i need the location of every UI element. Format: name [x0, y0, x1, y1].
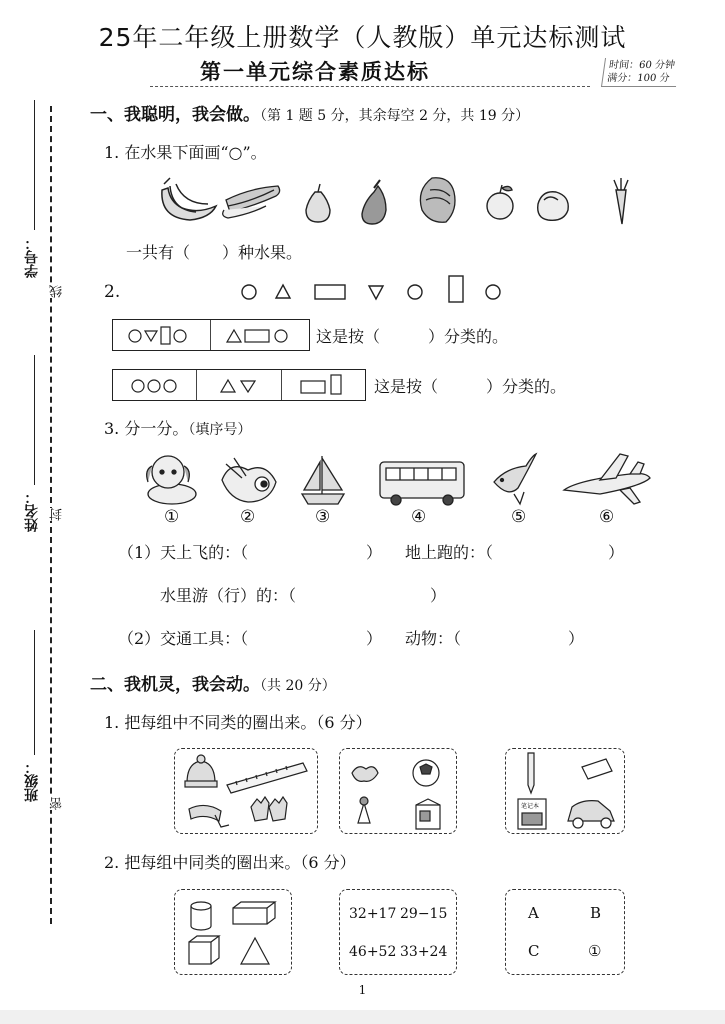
banana-icon [162, 178, 216, 220]
tall-rectangle-shape [449, 276, 463, 302]
class-label: 班级： [24, 760, 40, 802]
rectangle-shape [315, 285, 345, 299]
q2-shape-row [235, 274, 515, 306]
milk-carton-icon [416, 799, 440, 829]
q3-pictures [130, 450, 670, 508]
section1-title: 一、我聪明，我会做。 [90, 105, 260, 125]
q3-label-4: ④ [411, 507, 427, 527]
q3-prompt [104, 416, 251, 439]
item-a: A [528, 904, 539, 922]
expr-2: 29−15 [400, 906, 448, 922]
q3-transport-label: （2）交通工具：（ [118, 629, 249, 648]
item-b: B [590, 904, 602, 922]
q3-transport-close: ） [366, 629, 383, 648]
cabbage-icon [420, 178, 455, 222]
q3-animal-label: 动物：（ [405, 629, 462, 648]
bird-icon [222, 458, 276, 502]
s2-q1-group1[interactable] [174, 748, 318, 834]
scarf-icon [189, 805, 229, 827]
gloves-icon [251, 797, 287, 821]
q2-row1-cell1 [113, 320, 211, 350]
fish-icon [494, 454, 536, 504]
inverted-triangle-shape [369, 286, 383, 299]
cuboid-icon [233, 902, 275, 924]
ruler-icon [227, 763, 307, 793]
q2-row2-cell1 [113, 370, 197, 400]
subtitle-underline [150, 86, 590, 87]
q3-note: （填序号） [188, 422, 252, 438]
s2-q1-group3[interactable] [505, 748, 625, 834]
q3-prompt-text: 3. 分一分。 [104, 419, 189, 438]
s2-q1-prompt: 1. 把每组中不同类的圈出来。（6 分） [104, 713, 372, 732]
hat-icon [185, 755, 217, 787]
cut-mark-secret: 密 [50, 797, 65, 810]
section2-title: 二、我机灵，我会动。 [90, 675, 260, 695]
q3-run-label: 地上跑的：（ [405, 543, 494, 562]
item-circled-1: ① [588, 942, 602, 960]
q2-row1-cell2 [211, 320, 308, 350]
cut-mark-seal: 封 [50, 508, 65, 521]
expr-3: 46+52 [349, 944, 397, 960]
q1-answer-line: 一共有（ ）种水果。 [126, 243, 303, 262]
q2-row2-cell2 [197, 370, 281, 400]
circle-shape [486, 285, 500, 299]
shuttlecock-icon [358, 797, 370, 823]
airplane-icon [564, 454, 650, 504]
q2-number: 2. [104, 282, 121, 302]
s2-q1-group2[interactable] [339, 748, 457, 834]
q3-swim-label: 水里游（行）的：（ [160, 586, 297, 605]
q2-row1-text: 这是按（ ）分类的。 [316, 327, 509, 346]
gloves-icon [352, 767, 378, 782]
soccer-ball-icon [413, 760, 439, 786]
class-field[interactable] [34, 630, 35, 755]
section1-heading [90, 100, 529, 125]
sailboat-icon [302, 456, 344, 504]
exam-time: 时间：60 分钟 [608, 60, 676, 71]
pear-icon [306, 184, 330, 222]
eraser-icon [582, 759, 612, 779]
s2-q2-group2[interactable] [339, 889, 457, 975]
peach-icon [538, 192, 569, 221]
q1-prompt: 1. 在水果下面画“○”。 [104, 143, 267, 162]
q3-label-2: ② [240, 507, 256, 527]
s2-q2-group1[interactable] [174, 889, 292, 975]
q3-run-close: ） [608, 543, 625, 562]
apple-icon [487, 185, 513, 219]
q1-pictures [150, 170, 650, 228]
pencil-icon [528, 753, 534, 793]
q3-label-1: ① [164, 507, 180, 527]
expr-1: 32+17 [349, 906, 397, 922]
cube-icon [189, 936, 219, 964]
page-subtitle: 第一单元综合素质达标 [200, 59, 430, 84]
triangle-shape [276, 285, 290, 298]
section2-note: （共 20 分） [260, 678, 336, 694]
corn-icon [223, 186, 280, 218]
triangle-icon [241, 938, 269, 964]
q2-row2-box [112, 369, 366, 401]
dog-icon [147, 456, 196, 504]
bus-icon [380, 462, 464, 505]
car-icon [568, 801, 614, 828]
eggplant-icon [362, 180, 386, 224]
circle-shape [242, 285, 256, 299]
student-id-field[interactable] [34, 100, 35, 230]
q3-label-5: ⑤ [511, 507, 527, 527]
circle-shape [408, 285, 422, 299]
page-title: 25年二年级上册数学（人教版）单元达标测试 [98, 23, 627, 52]
q2-row2-cell3 [282, 370, 365, 400]
s2-q2-group3[interactable] [505, 889, 625, 975]
exam-meta [601, 58, 680, 87]
section2-heading [90, 670, 336, 695]
q3-animal-close: ） [568, 629, 585, 648]
page-number: 1 [358, 983, 367, 997]
q2-row2-text: 这是按（ ）分类的。 [374, 377, 567, 396]
carrot-icon [614, 178, 628, 224]
bottom-bar [0, 1010, 725, 1024]
expr-4: 33+24 [400, 944, 448, 960]
student-id-label: 学号： [24, 236, 40, 278]
q3-label-3: ③ [315, 507, 331, 527]
name-label: 姓名： [24, 490, 40, 532]
s2-q2-prompt: 2. 把每组中同类的圈出来。（6 分） [104, 853, 356, 872]
exam-score: 满分：100 分 [606, 73, 671, 84]
q3-label-6: ⑥ [599, 507, 615, 527]
cylinder-icon [191, 902, 211, 930]
q3-fly-close: ） [366, 543, 383, 562]
item-c: C [528, 942, 540, 960]
cut-mark-line: 线 [50, 285, 65, 298]
section1-note: （第 1 题 5 分，其余每空 2 分，共 19 分） [260, 108, 530, 124]
q2-row1-box [112, 319, 310, 351]
q3-fly-label: （1）天上飞的：（ [118, 543, 249, 562]
q3-swim-close: ） [430, 586, 447, 605]
name-field[interactable] [34, 355, 35, 485]
notebook-label: 笔记本 [521, 803, 540, 810]
